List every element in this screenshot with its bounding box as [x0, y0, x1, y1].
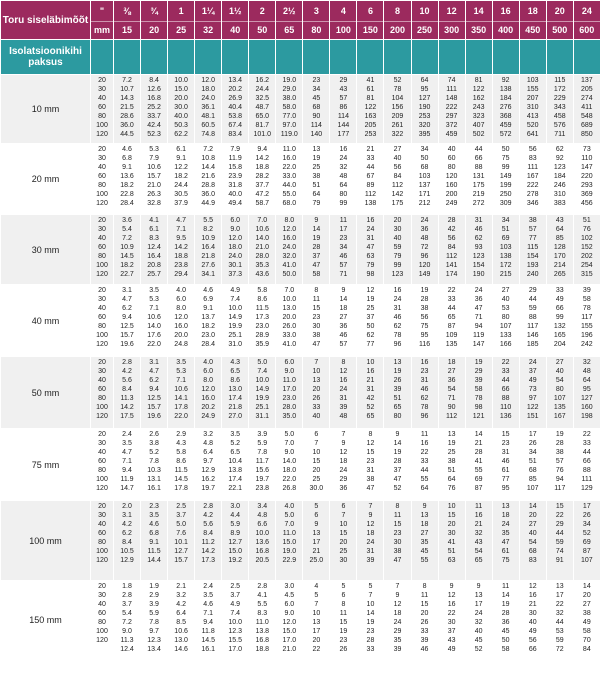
column-inch-header: 3	[303, 1, 330, 22]
teal-band-cell	[438, 40, 465, 75]
heat-loss-values: 11.0 16.0 22.0 33.0 44.0 55.0 68.0	[276, 144, 303, 215]
temperature-difference-list: 20 30 40 60 80 100 120	[91, 144, 114, 215]
heat-loss-values: 3.6 5.4 7.2 10.9 14.5 18.2 22.7	[114, 215, 141, 285]
heat-loss-values: 9 14 18 27 36 46 57	[330, 285, 357, 357]
teal-band-cell	[276, 40, 303, 75]
heat-loss-values: 3.2 4.8 6.4 9.7 12.9 16.2 19.7	[195, 429, 222, 501]
heat-loss-values: 7.0 10.6 14.0 21.0 28.0 35.3 43.6	[249, 215, 276, 285]
heat-loss-values: 24 36 47 71 94 119 147	[465, 285, 492, 357]
column-inch-header: ⅜	[114, 1, 141, 22]
heat-loss-values: 92 138 184 276 368 459 572	[492, 75, 519, 144]
column-mm-header: 400	[492, 21, 519, 39]
heat-loss-values: 5.3 7.9 10.6 15.7 21.0 26.3 32.8	[141, 144, 168, 215]
teal-band-cell	[303, 40, 330, 75]
heat-loss-values: 14 20 27 38 49 58 70 84	[573, 581, 600, 660]
column-mm-header: 25	[168, 21, 195, 39]
heat-loss-values: 7 10 13 20 26 33 40	[303, 357, 330, 429]
thickness-group-row	[1, 215, 600, 285]
thickness-group-row	[1, 581, 600, 660]
column-inch-header: 20	[546, 1, 573, 22]
heat-loss-values: 19 28 38 56 75 95 116	[411, 285, 438, 357]
heat-loss-values: 8 11 15 20 26 33 39 46	[411, 581, 438, 660]
heat-loss-values: 8.0 12.0 16.0 24.0 32.0 41.0 50.0	[276, 215, 303, 285]
heat-loss-values: 9 14 19 28 37 47 52	[384, 429, 411, 501]
heat-loss-values: 3.0 4.5 6.0 9.0 12.0 15.0 17.0 21.0	[276, 581, 303, 660]
heat-loss-values: 4.6 6.9 9.1 13.7 18.2 23.0 28.4	[195, 285, 222, 357]
heat-loss-values: 11 16 22 33 44 55 64	[411, 429, 438, 501]
column-mm-header: 200	[384, 21, 411, 39]
heat-loss-values: 8 12 15 23 31 38 47	[357, 429, 384, 501]
column-inch-header: 16	[492, 1, 519, 22]
heat-loss-values: 4.6 6.8 9.1 13.6 18.2 22.8 28.4	[114, 144, 141, 215]
column-inch-header: 8	[384, 1, 411, 22]
column-inch-header: 18	[519, 1, 546, 22]
heat-loss-values: 19 28 38 57 76 94 117	[546, 429, 573, 501]
column-mm-header: 250	[411, 21, 438, 39]
temperature-difference-list: 20 30 40 60 80 100 120	[91, 581, 114, 660]
teal-band-cell	[384, 40, 411, 75]
heat-loss-values: 5.5 8.2 10.9 16.4 21.8 27.6 34.1	[195, 215, 222, 285]
teal-band-cell	[91, 40, 114, 75]
heat-loss-values: 24 37 49 73 97 122 151	[519, 357, 546, 429]
column-inch-header: ¾	[141, 1, 168, 22]
heat-loss-values: 16 24 31 47 63 79 98	[357, 215, 384, 285]
heat-loss-values: 7.0 10.0 13.0 20.0 26.0 33.0 41.0	[276, 285, 303, 357]
column-mm-header: 15	[114, 21, 141, 39]
pipe-diameter-header: Toru siseläbimõõt	[1, 1, 91, 40]
heat-loss-values: 3.0 4.4 5.9 8.9 12.7 15.0 19.2	[222, 501, 249, 581]
mm-unit-label: mm	[91, 21, 114, 39]
teal-band-cell	[357, 40, 384, 75]
heat-loss-values: 52 78 104 156 209 261 322	[384, 75, 411, 144]
teal-band-cell	[141, 40, 168, 75]
heat-loss-values: 9 13 18 27 35 45 55	[411, 501, 438, 581]
heat-loss-values: 40 60 80 120 160 200 249	[438, 144, 465, 215]
heat-loss-values: 27 40 54 80 107 135 167	[546, 357, 573, 429]
column-inch-header: 1¼	[195, 1, 222, 22]
teal-band-cell	[573, 40, 600, 75]
heat-loss-values: 74 111 148 222 297 372 459	[438, 75, 465, 144]
heat-loss-values: 7.2 10.7 14.3 21.5 28.6 36.0 44.5	[114, 75, 141, 144]
heat-loss-values: 2.6 3.8 5.2 7.8 10.3 13.1 16.1	[141, 429, 168, 501]
temperature-difference-list: 20 30 40 60 80 100 120	[91, 75, 114, 144]
heat-loss-values: 5 6 9 13 17 21 25.0	[303, 501, 330, 581]
heat-loss-values: 5.0 7.4 10.0 14.9 19.9 25.1 31.1	[249, 357, 276, 429]
heat-loss-values: 2.1 3.2 4.2 6.4 8.5 10.6 13.0 14.6	[168, 581, 195, 660]
heat-loss-values: 7 9 12 18 24 29 36	[330, 429, 357, 501]
heat-loss-values: 11 14 19 28 36 45 50 58	[492, 581, 519, 660]
heat-loss-values: 24 36 48 72 96 120 149	[411, 215, 438, 285]
teal-band-cell	[222, 40, 249, 75]
heat-loss-values: 2.3 3.5 4.6 6.8 9.1 11.5 14.4	[141, 501, 168, 581]
heat-loss-values: 18 27 36 54 71 90 112	[438, 357, 465, 429]
heat-loss-values: 50 75 99 149 199 250 309	[492, 144, 519, 215]
heat-loss-values: 3.5 5.3 7.1 10.6 14.0 17.6 22.0	[141, 285, 168, 357]
column-inch-header: 14	[465, 1, 492, 22]
heat-loss-values: 32 48 64 95 127 160 198	[573, 357, 600, 429]
heat-loss-values: 13 19 26 39 51 65 80	[384, 357, 411, 429]
column-inch-header: 1½	[222, 1, 249, 22]
heat-loss-values: 15 23 31 46 61 77 95	[492, 429, 519, 501]
heat-loss-values: 64 95 127 190 253 320 395	[411, 75, 438, 144]
heat-loss-values: 22 33 44 66 88 110 136	[492, 357, 519, 429]
heat-loss-values: 29 44 59 88 117 146 185	[519, 285, 546, 357]
column-mm-header: 350	[465, 21, 492, 39]
heat-loss-values: 22 33 44 65 87 109 135	[438, 285, 465, 357]
column-mm-header: 50	[249, 21, 276, 39]
heat-loss-values: 2.9 4.3 5.8 8.6 11.5 14.5 17.8	[168, 429, 195, 501]
column-inch-header: 2	[249, 1, 276, 22]
heat-loss-values: 13 17 22 32 44 53 59 72	[546, 581, 573, 660]
heat-loss-values: 19.0 29.0 38.0 58.0 77.0 97.0 119.0	[276, 75, 303, 144]
column-mm-header: 100	[330, 21, 357, 39]
heat-loss-values: 1.9 2.9 3.9 5.9 7.8 9.7 12.3 13.4	[141, 581, 168, 660]
column-mm-header: 40	[222, 21, 249, 39]
heat-loss-values: 17 26 34 52 69 87 107	[573, 501, 600, 581]
heat-loss-values: 16 24 32 48 64 80 99	[330, 144, 357, 215]
column-inch-header: 1	[168, 1, 195, 22]
heat-loss-values: 14 20 27 40 54 68 83	[519, 501, 546, 581]
heat-loss-values: 3.5 5.2 6.5 10.4 13.8 17.4 22.1	[222, 429, 249, 501]
heat-loss-values: 5.8 8.6 11.5 17.3 23.0 28.9 35.9	[249, 285, 276, 357]
thickness-group-row	[1, 429, 600, 501]
heat-loss-values: 4.0 6.0 8.0 12.0 16.0 20.0 24.8	[168, 285, 195, 357]
heat-loss-values: 2.0 3.1 4.2 6.2 8.4 10.5 12.9	[114, 501, 141, 581]
insulation-thickness-label: 75 mm	[1, 429, 91, 501]
column-mm-header: 450	[519, 21, 546, 39]
heat-loss-values: 7.2 10.8 14.4 21.6 28.8 36.0 44.9	[195, 144, 222, 215]
column-mm-header: 600	[573, 21, 600, 39]
heat-loss-values: 13.4 20.2 26.9 40.4 53.8 67.4 83.4	[222, 75, 249, 144]
heat-loss-values: 33 49 66 99 132 165 204	[546, 285, 573, 357]
teal-band-cell	[519, 40, 546, 75]
temperature-difference-list: 20 30 40 60 80 100 120	[91, 285, 114, 357]
heat-loss-values: 12 16 21 30 40 49 56 66	[519, 581, 546, 660]
heat-loss-values: 2.4 3.5 4.7 7.1 9.4 11.9 14.7	[114, 429, 141, 501]
heat-loss-values: 9 12 16 22 30 37 43 49	[438, 581, 465, 660]
heat-loss-values: 8.4 12.6 16.8 25.2 33.7 42.4 52.3	[141, 75, 168, 144]
heat-loss-values: 4 5 7 10 13 17 20 22	[303, 581, 330, 660]
heat-loss-values: 43 64 85 128 170 214 265	[546, 215, 573, 285]
heat-loss-values: 8 11 15 23 30 38 47	[384, 501, 411, 581]
heat-loss-values: 7 9 12 18 24 29 35 39	[384, 581, 411, 660]
heat-loss-values: 20 30 40 59 79 99 123	[384, 215, 411, 285]
column-inch-header: 24	[573, 1, 600, 22]
heat-loss-values: 10 16 21 31 42 52 65	[357, 357, 384, 429]
column-mm-header: 500	[546, 21, 573, 39]
thickness-group-row	[1, 501, 600, 581]
teal-band-cell	[114, 40, 141, 75]
heat-loss-values: 15 22 29 44 59 74 91	[546, 501, 573, 581]
thickness-group-row	[1, 285, 600, 357]
thickness-group-row	[1, 75, 600, 144]
heat-loss-values: 2.5 3.7 4.9 7.4 10.0 12.3 15.5 17.0	[222, 581, 249, 660]
heat-loss-values: 3.4 4.8 6.6 10.0 13.6 16.8 20.5	[249, 501, 276, 581]
insulation-thickness-label: 20 mm	[1, 144, 91, 215]
column-mm-header: 65	[276, 21, 303, 39]
heat-loss-values: 73 110 147 220 293 369 456	[573, 144, 600, 215]
heat-loss-values: 9.4 14.2 18.8 28.2 37.7 47.2 58.7	[249, 144, 276, 215]
inch-unit-label: "	[91, 1, 114, 22]
heat-loss-values: 13 19 25 38 51 64 79	[303, 144, 330, 215]
heat-loss-values: 6.1 9.1 12.2 18.2 24.4 30.5 37.9	[168, 144, 195, 215]
heat-loss-values: 51 76 102 152 202 254 315	[573, 215, 600, 285]
heat-loss-values: 16 23 31 46 62 78 96	[411, 357, 438, 429]
heat-loss-values: 44 66 88 131 175 219 272	[465, 144, 492, 215]
insulation-thickness-label: 50 mm	[1, 357, 91, 429]
heat-loss-values: 27 40 56 84 112 142 175	[384, 144, 411, 215]
heat-loss-values: 56 83 111 167 222 278 346	[519, 144, 546, 215]
column-mm-header: 150	[357, 21, 384, 39]
heat-loss-values: 13 18 24 35 47 61 75	[492, 501, 519, 581]
heat-loss-values: 3.9 5.9 7.8 11.7 15.6 19.7 23.8	[249, 429, 276, 501]
insulation-thickness-label: 100 mm	[1, 501, 91, 581]
column-mm-header: 80	[303, 21, 330, 39]
heat-loss-values: 21 33 44 67 89 112 138	[357, 144, 384, 215]
heat-loss-values: 137 205 274 411 548 689 850	[573, 75, 600, 144]
heat-loss-values: 9 14 19 28 37 47 58	[303, 215, 330, 285]
heat-loss-values: 3.5 5.3 7.1 10.6 14.1 17.8 22.0	[168, 357, 195, 429]
heat-loss-values: 19 29 39 58 78 98 121	[465, 357, 492, 429]
heat-loss-values: 2.5 3.7 5.0 7.6 10.1 12.7 15.7	[168, 501, 195, 581]
temperature-difference-list: 20 30 40 60 80 100 120	[91, 429, 114, 501]
heat-loss-values: 9 13 17 24 32 40 45 52	[465, 581, 492, 660]
heat-loss-values: 17 26 34 51 68 85 107	[519, 429, 546, 501]
heat-loss-values: 62 92 123 184 246 310 383	[546, 144, 573, 215]
column-inch-header: 12	[438, 1, 465, 22]
heat-loss-values: 6.0 9.0 12.0 18.0 24.0 30.1 37.3	[222, 215, 249, 285]
heat-loss-values: 5 7 10 14 19 23 28 33	[357, 581, 384, 660]
heat-loss-values: 41 61 81 122 163 205 253	[357, 75, 384, 144]
heat-loss-values: 81 122 162 243 323 407 502	[465, 75, 492, 144]
thickness-group-row	[1, 144, 600, 215]
heat-loss-values: 34 51 69 103 138 172 215	[492, 215, 519, 285]
teal-band-cell	[546, 40, 573, 75]
heat-loss-values: 16 24 31 46 62 78 96	[384, 285, 411, 357]
heat-loss-values: 28 42 56 84 112 141 174	[438, 215, 465, 285]
heat-loss-values: 10 15 20 30 41 51 63	[438, 501, 465, 581]
heat-loss-values: 10.0 15.0 20.0 30.0 40.0 50.3 62.2	[168, 75, 195, 144]
column-mm-header: 32	[195, 21, 222, 39]
heat-loss-values: 27 40 53 80 107 133 166	[492, 285, 519, 357]
heat-loss-values: 23 34 45 68 90 114 140	[303, 75, 330, 144]
insulation-thickness-label: 30 mm	[1, 215, 91, 285]
insulation-thickness-label: 10 mm	[1, 75, 91, 144]
heat-loss-values: 4.3 6.5 8.6 13.0 17.4 21.8 27.0	[222, 357, 249, 429]
insulation-thickness-label: 40 mm	[1, 285, 91, 357]
heat-loss-values: 2.4 3.5 4.6 7.1 9.4 11.8 14.5 16.1	[195, 581, 222, 660]
heat-loss-values: 7.9 11.9 15.8 23.9 31.8 40.0 49.4	[222, 144, 249, 215]
heat-loss-values: 22 33 44 66 88 111 129	[573, 429, 600, 501]
heat-loss-values: 2.8 4.2 5.6 8.4 11.3 14.2 17.5	[114, 357, 141, 429]
heat-loss-values: 6 7 10 15 20 25 30	[330, 501, 357, 581]
heat-loss-values: 4.1 6.1 8.3 12.4 16.4 20.8 25.7	[141, 215, 168, 285]
heat-loss-values: 14 21 28 41 55 69 87	[465, 429, 492, 501]
column-inch-header: 6	[357, 1, 384, 22]
heat-loss-values: 4.0 5.0 7.0 11.0 15.0 19.0 22.9	[276, 501, 303, 581]
teal-band-cell	[492, 40, 519, 75]
column-inch-header: 4	[330, 1, 357, 22]
heat-loss-values: 16.2 24.4 32.5 48.7 65.0 81.7 101.0	[249, 75, 276, 144]
heat-loss-values: 7 9 12 18 24 31 39	[357, 501, 384, 581]
heat-loss-values: 4.0 6.0 8.0 12.0 16.0 20.2 24.9	[195, 357, 222, 429]
heat-loss-values: 3.1 4.7 6.2 9.4 12.5 15.7 19.6	[141, 357, 168, 429]
thickness-group-row	[1, 357, 600, 429]
heat-loss-values: 1.8 2.8 3.7 5.4 7.2 9.0 11.3 12.4	[114, 581, 141, 660]
column-mm-header: 20	[141, 21, 168, 39]
heat-loss-values: 34 50 68 103 137 171 212	[411, 144, 438, 215]
heat-loss-values: 4.9 7.4 10.0 14.9 19.9 25.1 31.0	[222, 285, 249, 357]
heat-loss-values: 6.0 9.0 11.0 17.0 23.0 28.0 35.0	[276, 357, 303, 429]
heat-loss-values: 12 19 25 37 50 62 77	[357, 285, 384, 357]
teal-band-cell	[411, 40, 438, 75]
heat-loss-values: 29 43 57 86 114 144 177	[330, 75, 357, 144]
temperature-difference-list: 20 30 40 60 80 100 120	[91, 357, 114, 429]
heat-loss-values: 8 12 16 24 31 39 48	[330, 357, 357, 429]
heat-loss-values: 31 46 62 93 123 154 190	[465, 215, 492, 285]
heat-loss-values: 11 17 23 34 46 57 71	[330, 215, 357, 285]
heat-loss-values: 4.7 7.1 9.5 14.2 18.8 23.8 29.4	[168, 215, 195, 285]
heat-loss-values: 2.8 4.2 5.6 8.4 11.2 14.2 17.3	[195, 501, 222, 581]
insulation-thickness-header: Isolatsioonikihi paksus	[1, 40, 91, 75]
heat-loss-values: 3.1 4.7 6.2 9.4 12.5 15.7 19.6	[114, 285, 141, 357]
temperature-difference-list: 20 30 40 60 80 100 120	[91, 501, 114, 581]
teal-band-cell	[330, 40, 357, 75]
heat-loss-values: 5.0 7.0 9.0 14.0 18.0 22.0 26.8	[276, 429, 303, 501]
heat-loss-values: 6 7 10 15 20 25 30.0	[303, 429, 330, 501]
teal-band-cell	[465, 40, 492, 75]
heat-loss-values: 115 172 229 343 458 576 711	[546, 75, 573, 144]
temperature-difference-list: 20 30 40 60 80 100 120	[91, 215, 114, 285]
teal-band-cell	[249, 40, 276, 75]
heat-loss-values: 11 16 21 32 43 54 65	[465, 501, 492, 581]
teal-band-cell	[195, 40, 222, 75]
heat-loss-values: 8 11 15 23 30 38 47	[303, 285, 330, 357]
heat-loss-values: 13 19 25 38 51 64 76	[438, 429, 465, 501]
heat-loss-values: 2.8 4.1 5.5 8.3 11.0 13.8 16.8 18.8	[249, 581, 276, 660]
heat-loss-values: 38 57 77 115 154 193 240	[519, 215, 546, 285]
column-inch-header: 10	[411, 1, 438, 22]
heat-loss-values: 5 6 8 11 15 19 23 26	[330, 581, 357, 660]
teal-band-cell	[168, 40, 195, 75]
column-mm-header: 300	[438, 21, 465, 39]
column-inch-header: 2½	[276, 1, 303, 22]
heat-loss-values: 103 155 207 310 413 520 641	[519, 75, 546, 144]
heat-loss-values: 39 58 78 117 155 196 242	[573, 285, 600, 357]
insulation-thickness-label: 150 mm	[1, 581, 91, 660]
heat-loss-values: 12.0 18.0 24.0 36.1 48.1 60.5 74.8	[195, 75, 222, 144]
